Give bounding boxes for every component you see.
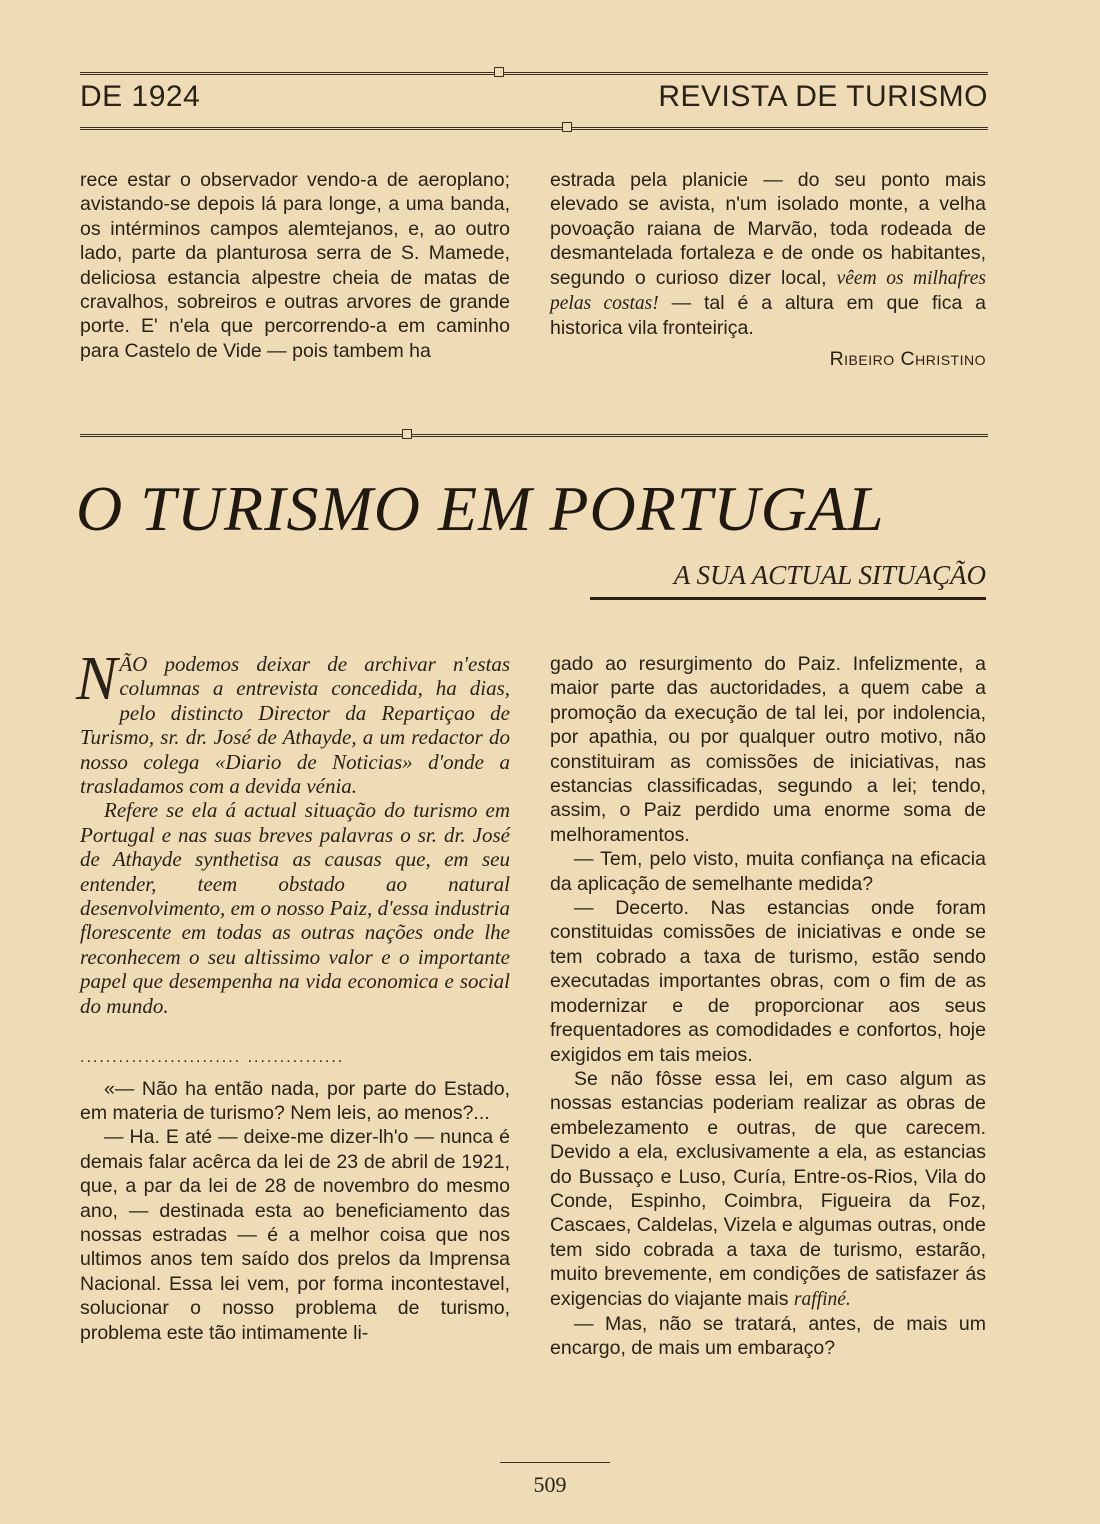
drop-cap: N bbox=[76, 645, 118, 713]
ornament-square bbox=[494, 67, 504, 77]
right-paragraph-3: — Decerto. Nas estancias onde foram constituidas comissões de iniciativas e onde se tem cobrado a taxa de turismo, estão sendo executadas importantes obras, com o fim de as modernizar e de proporcionar aos seus frequentadores as comodidades e confortos, hoje exigidos em tais meios. bbox=[550, 897, 986, 1066]
ornament-square bbox=[402, 429, 412, 439]
top-right-paragraph bbox=[550, 168, 986, 341]
header-right: REVISTA DE TURISMO bbox=[658, 80, 988, 113]
right-paragraph-4 bbox=[550, 1067, 986, 1312]
lede-text-1: ÃO podemos deixar de archivar n'estas columnas a entrevista concedida, ha dias, pelo distincto Director da Repartiçao de Turismo, sr. dr. José de Athayde, a um redactor do nosso colega «Diario de Noticias» d'onde a trasladamos com a devida vénia. bbox=[80, 652, 510, 799]
article-left-column bbox=[76, 645, 510, 1345]
section-divider bbox=[80, 434, 988, 437]
top-left-text: rece estar o observador vendo-a de aeroplano; avistando-se depois lá para longe, a uma banda, os intérminos campos alemtejanos, e, ao outro lado, parte da planturosa serra de S. Mamede, deliciosa estancia alpestre cheia de matas de cravalhos, sobreiros e outras arvores de grande porte. E' n'ela que percorrendo-a em caminho para Castelo de Vide — pois tambem ha bbox=[80, 169, 510, 362]
right-paragraph-4-italic: raffiné. bbox=[793, 1288, 851, 1310]
ornament-square bbox=[562, 122, 572, 132]
signature: Ribeiro Christino bbox=[829, 347, 986, 370]
right-paragraph-1: gado ao resurgimento do Paiz. Infelizmente, a maior parte das auctoridades, a quem cabe a promoção da execução de tal lei, por indolencia, por apathia, ou por qualquer outro motivo, não constituiram as comissões de iniciativas, nas estancias classificadas, segundo a lei; tendo, assim, o Paiz perdido uma enorme soma de melhoramentos. bbox=[550, 653, 986, 846]
top-right-text-b: — tal é a altura em que fica a historica vila fronteiriça. bbox=[550, 292, 987, 340]
left-paragraph-1: «— Não ha então nada, por parte do Estado, em materia de turismo? Nem leis, ao menos?... bbox=[80, 1077, 510, 1124]
article-title: O TURISMO EM PORTUGAL bbox=[76, 473, 885, 544]
lede-text-2: Refere se ela á actual situação do turismo em Portugal e nas suas breves palavras o sr. dr. José de Athayde synthetisa as causas que, em seu entender, teem obstado ao natural desenvolvimento, em o nosso Paiz, d'essa industria florescente em todas as outras nações onde lhe reconhecem o seu altissimo valor e o importante papel que desempenha na vida economica e social do mundo. bbox=[80, 798, 510, 1018]
right-paragraph-4-text: Se não fôsse essa lei, em caso algum as nossas estancias poderiam realizar as obras de embelezamento e outras, de que carecem. Devido a ela, exclusivamente a ela, as estancias do Bussaço e Luso, Curía, Entre-os-Rios, Vila do Conde, Espinho, Coimbra, Figueira da Foz, Cascaes, Caldelas, Vizela e algumas outras, onde tem sido cobrada a taxa de turismo, estarão, muito brevemente, em condições de satisfazer ás exigencias do viajante mais bbox=[550, 1067, 986, 1310]
right-paragraph-5: — Mas, não se tratará, antes, de mais um encargo, de mais um embaraço? bbox=[550, 1312, 986, 1360]
header-left: DE 1924 bbox=[80, 80, 201, 113]
top-right-column bbox=[550, 168, 986, 371]
top-right-text-a: estrada pela planicie — do seu ponto mais elevado se avista, n'um isolado monte, a velha povoação raiana de Marvão, toda rodeada de desmantelada fortaleza e de onde os habitantes, segundo o curioso dizer local, bbox=[550, 169, 986, 289]
top-left-column bbox=[80, 168, 510, 363]
right-paragraph-2: — Tem, pelo visto, muita confiança na eficacia da aplicação de semelhante medida? bbox=[550, 848, 986, 895]
header-bottom-rule bbox=[80, 127, 988, 130]
signature-line bbox=[550, 347, 986, 371]
article-right-column bbox=[550, 652, 986, 1361]
subtitle-underline bbox=[590, 597, 986, 600]
page-number: 509 bbox=[533, 1472, 567, 1497]
dotted-separator: ......................... ............... bbox=[80, 1049, 345, 1067]
header-top-rule bbox=[80, 72, 988, 75]
page-number-rule bbox=[500, 1462, 610, 1463]
article-subtitle: A SUA ACTUAL SITUAÇÃO bbox=[673, 560, 986, 590]
left-paragraph-2: — Ha. E até — deixe-me dizer-lh'o — nunca é demais falar acêrca da lei de 23 de abril de 1921, que, a par da lei de 28 de novembro do mesmo ano, — destinada esta ao beneficiamento das nossas estradas — é a melhor coisa que nos ultimos anos tem saído dos prelos da Imprensa Nacional. Essa lei vem, por forma incontestavel, solucionar o nosso problema de turismo, problema este tão intimamente li- bbox=[80, 1126, 510, 1344]
lede-paragraph bbox=[76, 645, 510, 799]
top-right-italic: vêem os milhafres pelas costas! bbox=[550, 267, 986, 315]
